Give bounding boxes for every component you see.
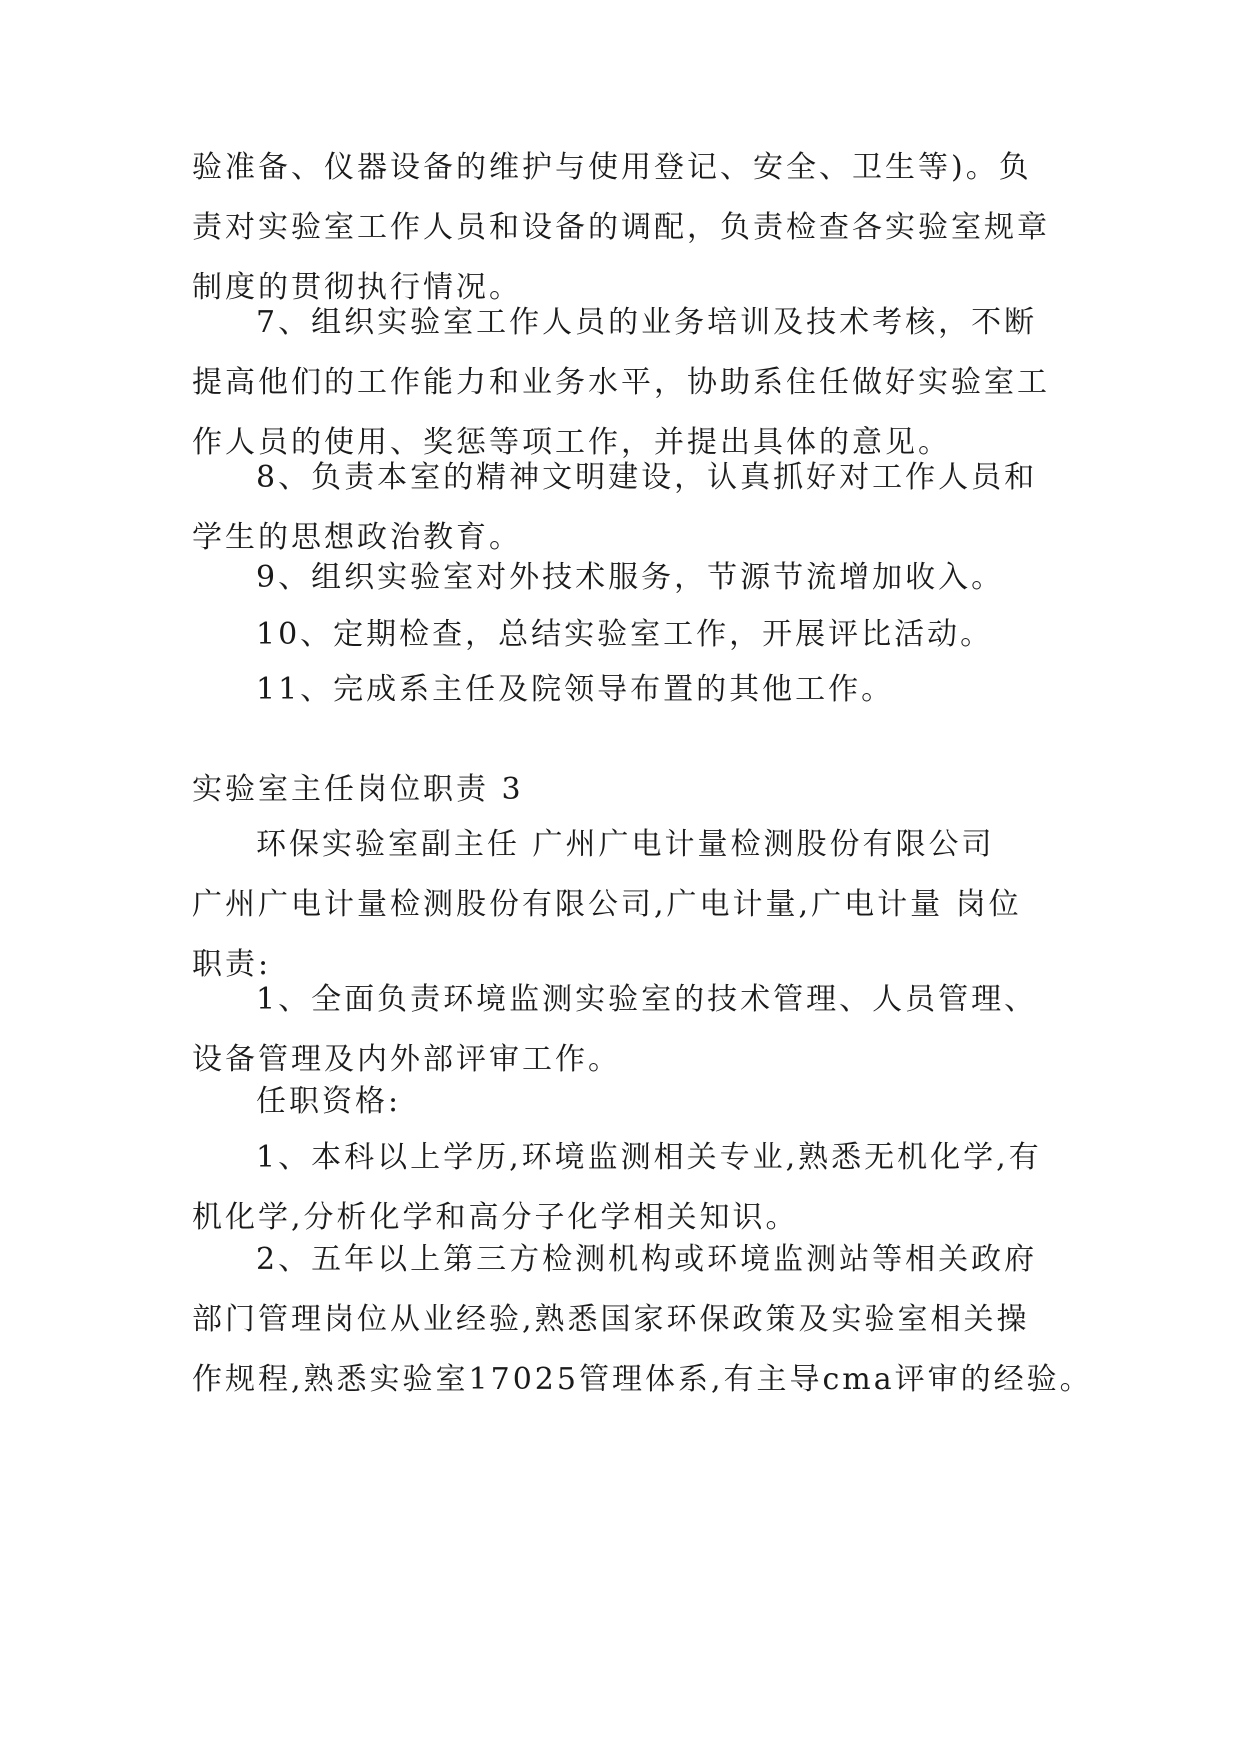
paragraph-line: 1、本科以上学历,环境监测相关专业,熟悉无机化学,有 xyxy=(256,1140,1042,1175)
paragraph-line: 设备管理及内外部评审工作。 xyxy=(192,1042,621,1077)
paragraph-line: 7、组织实验室工作人员的业务培训及技术考核，不断 xyxy=(256,305,1038,340)
paragraph-line: 任职资格: xyxy=(256,1084,402,1119)
paragraph-line: 环保实验室副主任 广州广电计量检测股份有限公司 xyxy=(256,827,995,862)
paragraph-line: 机化学,分析化学和高分子化学相关知识。 xyxy=(192,1200,799,1235)
paragraph-line: 部门管理岗位从业经验,熟悉国家环保政策及实验室相关操 xyxy=(192,1302,1030,1337)
list-item-9 xyxy=(192,548,1054,608)
list-item-10 xyxy=(192,605,1054,665)
paragraph-line: 职责: xyxy=(192,947,272,982)
paragraph-line: 9、组织实验室对外技术服务，节源节流增加收入。 xyxy=(256,560,1005,595)
paragraph-line: 学生的思想政治教育。 xyxy=(192,520,522,555)
qualification-item-2 xyxy=(192,1230,1093,1410)
paragraph-line: 验准备、仪器设备的维护与使用登记、安全、卫生等)。负 xyxy=(192,150,1032,185)
paragraph-line: 提高他们的工作能力和业务水平，协助系住任做好实验室工 xyxy=(192,365,1050,400)
paragraph-line: 制度的贯彻执行情况。 xyxy=(192,270,522,305)
paragraph-line: 作人员的使用、奖惩等项工作，并提出具体的意见。 xyxy=(192,425,951,460)
paragraph-line: 10、定期检查，总结实验室工作，开展评比活动。 xyxy=(256,617,994,652)
qualification-label xyxy=(192,1072,1054,1132)
paragraph-line: 8、负责本室的精神文明建设，认真抓好对工作人员和 xyxy=(256,460,1038,495)
paragraph-line: 2、五年以上第三方检测机构或环境监测站等相关政府 xyxy=(256,1242,1038,1277)
section-intro xyxy=(192,815,1054,995)
paragraph-line: 11、完成系主任及院领导布置的其他工作。 xyxy=(256,672,895,707)
paragraph-line: 作规程,熟悉实验室17025管理体系,有主导cma评审的经验。 xyxy=(192,1362,1093,1397)
continuation-paragraph xyxy=(192,138,1054,318)
paragraph-line: 1、全面负责环境监测实验室的技术管理、人员管理、 xyxy=(256,982,1038,1017)
section-title: 实验室主任岗位职责 3 xyxy=(192,772,524,807)
paragraph-line: 责对实验室工作人员和设备的调配，负责检查各实验室规章 xyxy=(192,210,1050,245)
list-item-11 xyxy=(192,660,1054,720)
list-item-7 xyxy=(192,293,1054,473)
paragraph-line: 广州广电计量检测股份有限公司,广电计量,广电计量 岗位 xyxy=(192,887,1022,922)
